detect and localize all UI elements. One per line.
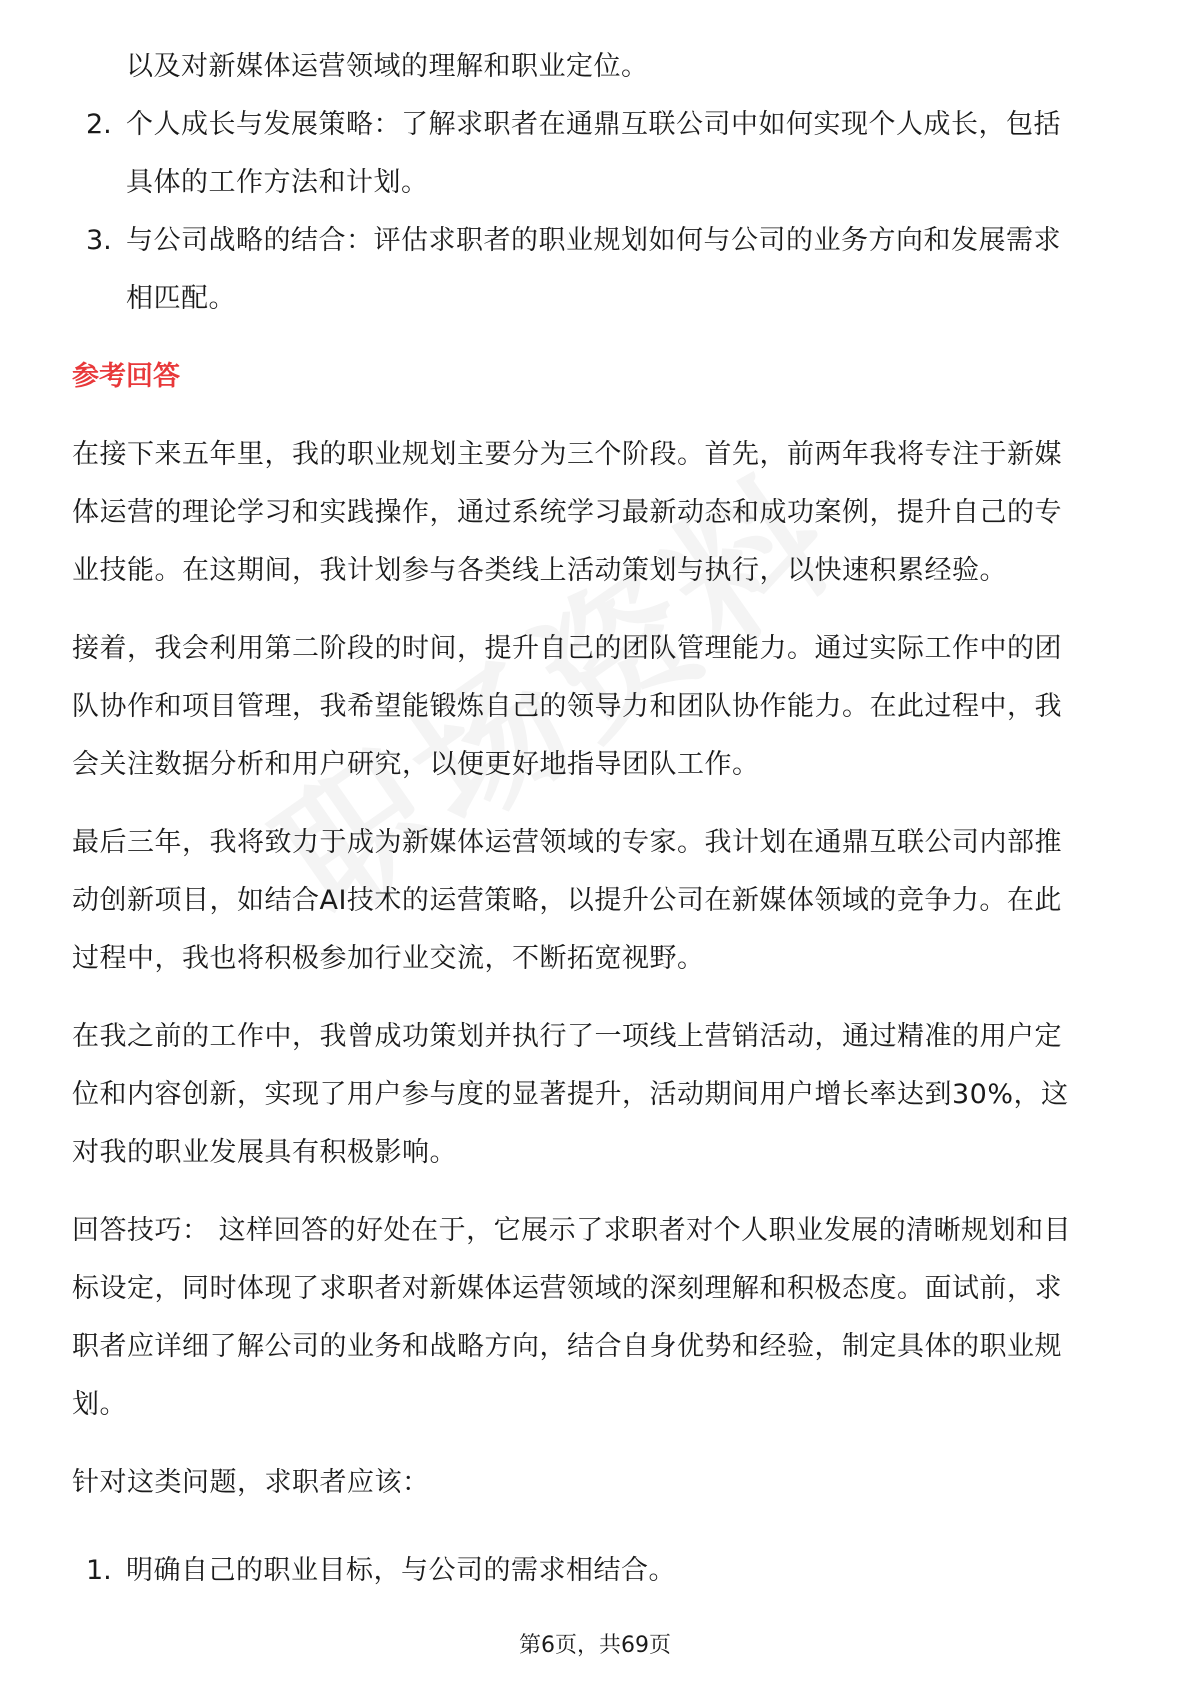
intro-list: [72, 38, 1122, 328]
list-item: [72, 1542, 1122, 1600]
text-line: 回答技巧： 这样回答的好处在于，它展示了求职者对个人职业发展的清晰规划和目: [72, 1215, 1072, 1246]
text-line: 个人成长与发展策略：了解求职者在通鼎互联公司中如何实现个人成长，包括: [126, 109, 1061, 140]
text-line: 明确自己的职业目标，与公司的需求相结合。: [126, 1555, 676, 1586]
text-line: 针对这类问题，求职者应该：: [72, 1467, 430, 1498]
page-footer: 第6页，共69页: [519, 1633, 671, 1658]
list-item: [72, 38, 1122, 96]
list-number: 3.: [86, 225, 112, 256]
list-item: [72, 212, 1122, 328]
text-line: 与公司战略的结合：评估求职者的职业规划如何与公司的业务方向和发展需求: [126, 225, 1061, 256]
text-line: 位和内容创新，实现了用户参与度的显著提升，活动期间用户增长率达到30%，这: [72, 1079, 1069, 1110]
text-line: 接着，我会利用第二阶段的时间，提升自己的团队管理能力。通过实际工作中的团: [72, 633, 1062, 664]
answer-tips-paragraph: [72, 1202, 1122, 1434]
text-line: 过程中，我也将积极参加行业交流，不断拓宽视野。: [72, 943, 705, 974]
text-line: 队协作和项目管理，我希望能锻炼自己的领导力和团队协作能力。在此过程中，我: [72, 691, 1062, 722]
text-line: 对我的职业发展具有积极影响。: [72, 1137, 457, 1168]
paragraph: [72, 426, 1122, 600]
text-line: 具体的工作方法和计划。: [126, 167, 429, 198]
list-number: 2.: [86, 109, 112, 140]
paragraph: [72, 1008, 1122, 1182]
text-line: 会关注数据分析和用户研究，以便更好地指导团队工作。: [72, 749, 760, 780]
paragraph: [72, 814, 1122, 988]
text-line: 体运营的理论学习和实践操作，通过系统学习最新动态和成功案例，提升自己的专: [72, 497, 1062, 528]
final-list: [72, 1542, 1122, 1600]
paragraph: [72, 1454, 1122, 1512]
text-line: 在接下来五年里，我的职业规划主要分为三个阶段。首先，前两年我将专注于新媒: [72, 439, 1062, 470]
section-heading: 参考回答: [72, 361, 180, 392]
text-line: 以及对新媒体运营领域的理解和职业定位。: [126, 51, 649, 82]
text-line: 最后三年，我将致力于成为新媒体运营领域的专家。我计划在通鼎互联公司内部推: [72, 827, 1062, 858]
text-line: 相匹配。: [126, 283, 236, 314]
list-number: 1.: [86, 1555, 112, 1586]
text-line: 动创新项目，如结合AI技术的运营策略，以提升公司在新媒体领域的竞争力。在此: [72, 885, 1062, 916]
page-content: [72, 38, 1122, 1600]
text-line: 划。: [72, 1389, 127, 1420]
text-line: 业技能。在这期间，我计划参与各类线上活动策划与执行，以快速积累经验。: [72, 555, 1007, 586]
list-item: [72, 96, 1122, 212]
text-line: 职者应详细了解公司的业务和战略方向，结合自身优势和经验，制定具体的职业规: [72, 1331, 1062, 1362]
text-line: 标设定，同时体现了求职者对新媒体运营领域的深刻理解和积极态度。面试前，求: [72, 1273, 1062, 1304]
paragraph: [72, 620, 1122, 794]
text-line: 在我之前的工作中，我曾成功策划并执行了一项线上营销活动，通过精准的用户定: [72, 1021, 1062, 1052]
